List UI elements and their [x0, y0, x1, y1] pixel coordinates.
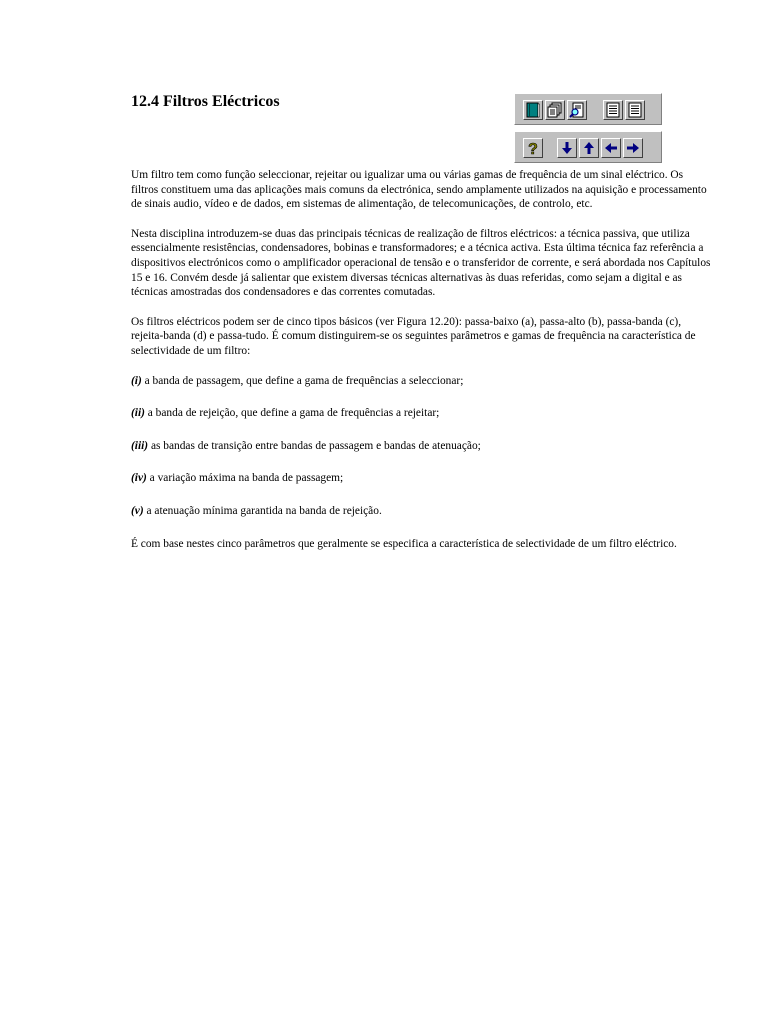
intro-paragraph: Um filtro tem como função seleccionar, rejeitar ou igualizar uma ou várias gamas de frequência de um sinal eléctrico. Os filtros constituem uma das aplicações mais comuns da electrónica, sendo amplamente utilizados na aquisição e processamento de sinais audio, vídeo e de dados, em sistemas de alimentação, de telecomunicações, de controlo, etc. [131, 169, 707, 211]
copy-pages-icon[interactable] [545, 100, 565, 120]
toolbar-row-navigation [514, 131, 662, 163]
help-icon[interactable] [523, 138, 543, 158]
item-label: (i) [131, 374, 142, 387]
book-icon[interactable] [523, 100, 543, 120]
arrow-up-icon[interactable] [579, 138, 599, 158]
arrow-right-icon[interactable] [623, 138, 643, 158]
navigation-toolbar [514, 93, 662, 163]
list-item [131, 406, 713, 421]
item-label: (iii) [131, 439, 149, 452]
arrow-down-icon[interactable] [557, 138, 577, 158]
article-body [131, 168, 713, 566]
item-text: a banda de rejeição, que define a gama de frequências a rejeitar; [144, 407, 440, 420]
search-document-icon[interactable] [567, 100, 587, 120]
item-text: as bandas de transição entre bandas de passagem e bandas de atenuação; [148, 439, 481, 452]
list-item [131, 471, 713, 486]
closing-paragraph: É com base nestes cinco parâmetros que geralmente se especifica a característica de selectividade de um filtro eléctrico. [131, 537, 677, 550]
item-text: a banda de passagem, que define a gama de frequências a seleccionar; [141, 374, 464, 387]
list-item [131, 504, 713, 519]
item-label: (v) [131, 504, 144, 517]
toolbar-row-documents [514, 93, 662, 125]
page-back-icon[interactable] [603, 100, 623, 120]
item-text: a variação máxima na banda de passagem; [146, 472, 344, 485]
filter-types-paragraph: Os filtros eléctricos podem ser de cinco tipos básicos (ver Figura 12.20): passa-baixo (a), passa-alto (b), passa-banda (c), rejeita-banda (d) e passa-tudo. É comum distinguirem-se os seguintes parâmetros e gamas de frequência na característica de selectividade de um filtro: [131, 315, 696, 357]
item-label: (iv) [131, 472, 147, 485]
svg-text:?: ? [528, 141, 538, 156]
page-forward-icon[interactable] [625, 100, 645, 120]
page-title: 12.4 Filtros Eléctricos [131, 93, 280, 110]
techniques-paragraph: Nesta disciplina introduzem-se duas das principais técnicas de realização de filtros eléctricos: a técnica passiva, que utiliza essencialmente resistências, condensadores, bobinas e transformadores; e a técnica activa. Esta última técnica faz referência a dispositivos electrónicos como o amplificador operacional de tensão e o transferidor de corrente, e será abordada nos Capítulos 15 e 16. Convém desde já salientar que existem diversas técnicas alternativas às duas referidas, como sejam a digital e as técnicas amostradas dos condensadores e das correntes comutadas. [131, 227, 711, 299]
list-item [131, 374, 713, 389]
list-item [131, 439, 713, 454]
item-text: a atenuação mínima garantida na banda de rejeição. [143, 504, 382, 517]
arrow-left-icon[interactable] [601, 138, 621, 158]
item-label: (ii) [131, 407, 145, 420]
